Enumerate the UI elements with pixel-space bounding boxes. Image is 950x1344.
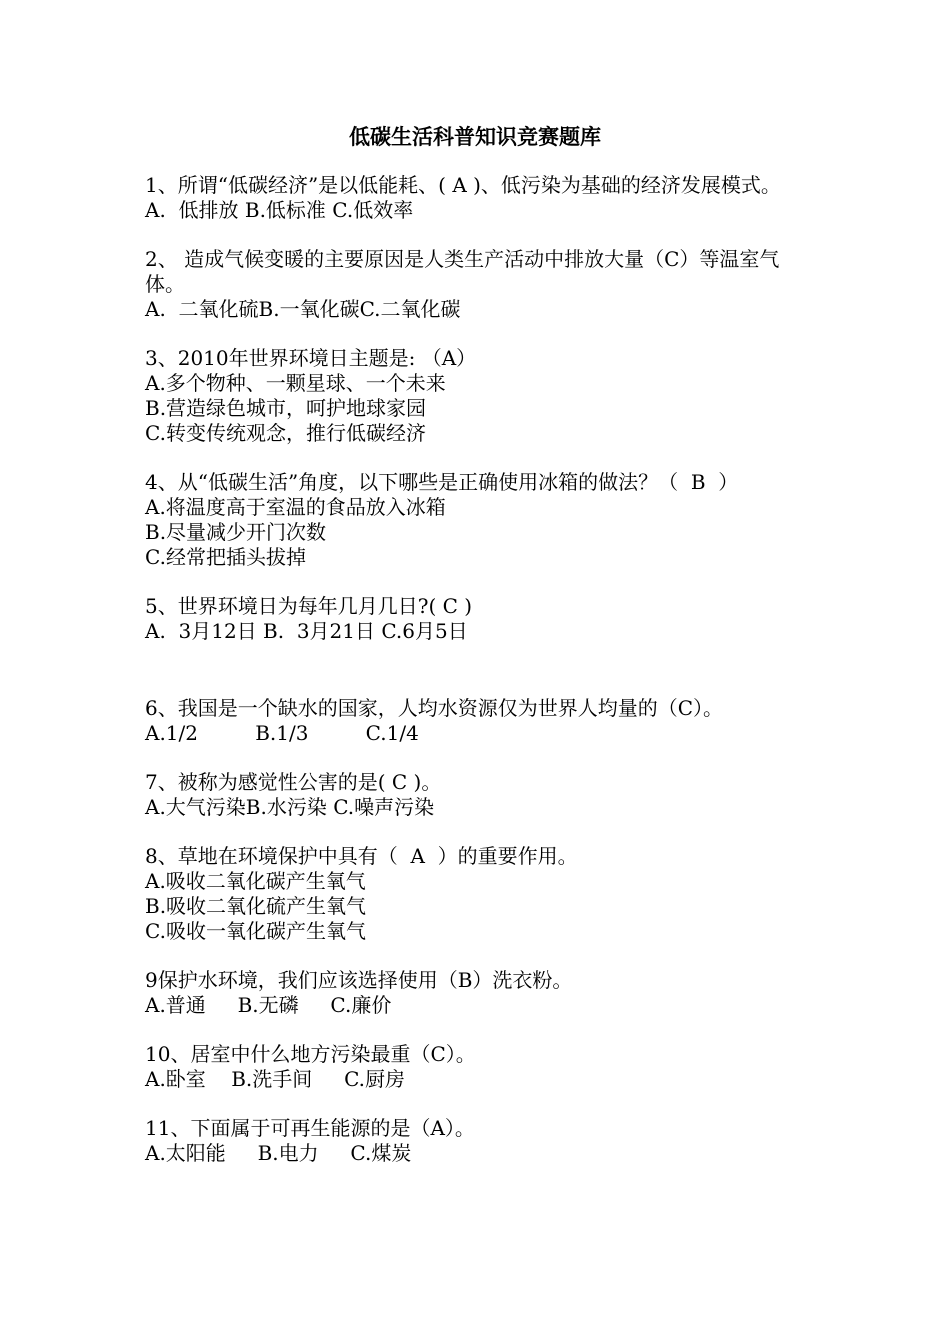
question-text: 2、 造成气候变暖的主要原因是人类生产活动中排放大量（C）等温室气体。 bbox=[145, 247, 780, 296]
question-options: A.太阳能 B.电力 C.煤炭 bbox=[145, 1141, 412, 1165]
option-b: B.营造绿色城市，呵护地球家园 bbox=[145, 396, 427, 420]
question-text: 11、下面属于可再生能源的是（A）。 bbox=[145, 1116, 475, 1140]
question-9 bbox=[145, 968, 815, 1018]
option-b: B.吸收二氧化硫产生氧气 bbox=[145, 894, 367, 918]
question-text: 10、居室中什么地方污染最重（C）。 bbox=[145, 1042, 476, 1066]
question-8 bbox=[145, 844, 815, 944]
question-list bbox=[145, 173, 815, 1190]
option-c: C.经常把插头拔掉 bbox=[145, 545, 306, 569]
document-title: 低碳生活科普知识竞赛题库 bbox=[349, 124, 601, 149]
question-options: A.大气污染B.水污染 C.噪声污染 bbox=[145, 795, 435, 819]
question-options: A.普通 B.无磷 C.廉价 bbox=[145, 993, 392, 1017]
question-2 bbox=[145, 247, 815, 322]
question-text: 8、草地在环境保护中具有（ A ）的重要作用。 bbox=[145, 844, 578, 868]
question-options: A. 二氧化硫B.一氧化碳C.二氧化碳 bbox=[145, 297, 461, 321]
question-options: A. 低排放 B.低标准 C.低效率 bbox=[145, 198, 414, 222]
question-4 bbox=[145, 470, 815, 570]
question-options: A.卧室 B.洗手间 C.厨房 bbox=[145, 1067, 406, 1091]
question-10 bbox=[145, 1042, 815, 1092]
question-text: 3、2010年世界环境日主题是: （A） bbox=[145, 346, 477, 370]
question-7 bbox=[145, 770, 815, 820]
question-6 bbox=[145, 696, 815, 746]
option-c: C.转变传统观念，推行低碳经济 bbox=[145, 421, 426, 445]
question-options: A.1/2 B.1/3 C.1/4 bbox=[145, 721, 419, 745]
question-text: 5、世界环境日为每年几月几日?( C ) bbox=[145, 594, 473, 618]
question-text: 7、被称为感觉性公害的是( C )。 bbox=[145, 770, 442, 794]
question-3 bbox=[145, 346, 815, 446]
option-a: A.多个物种、一颗星球、一个未来 bbox=[145, 371, 446, 395]
option-a: A.吸收二氧化碳产生氧气 bbox=[145, 869, 366, 893]
option-c: C.吸收一氧化碳产生氧气 bbox=[145, 919, 366, 943]
question-1 bbox=[145, 173, 815, 223]
question-5 bbox=[145, 594, 815, 644]
question-text: 1、所谓“低碳经济”是以低能耗、( A )、低污染为基础的经济发展模式。 bbox=[145, 173, 781, 197]
question-text: 4、从“低碳生活”角度，以下哪些是正确使用冰箱的做法？（ B ） bbox=[145, 470, 739, 494]
question-text: 6、我国是一个缺水的国家，人均水资源仅为世界人均量的（C）。 bbox=[145, 696, 724, 720]
option-a: A.将温度高于室温的食品放入冰箱 bbox=[145, 495, 446, 519]
option-b: B.尽量减少开门次数 bbox=[145, 520, 327, 544]
question-options: A. 3月12日 B. 3月21日 C.6月5日 bbox=[145, 619, 468, 643]
question-11 bbox=[145, 1116, 815, 1166]
question-text: 9保护水环境，我们应该选择使用（B）洗衣粉。 bbox=[145, 968, 573, 992]
